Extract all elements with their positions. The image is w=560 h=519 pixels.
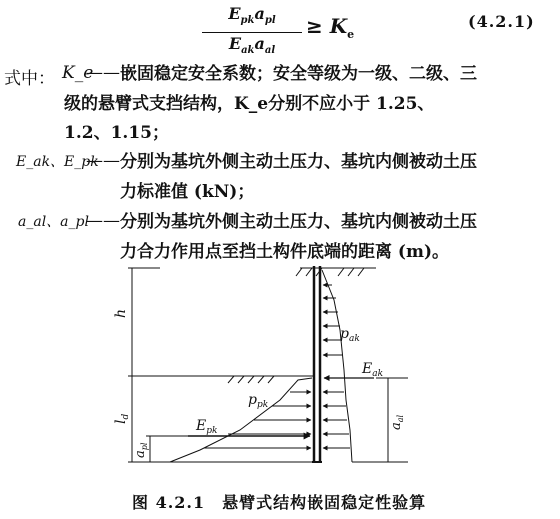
label-apl: $a_{pl}$: [133, 442, 149, 458]
definition-eak-line1: 分别为基坑外侧主动土压力、基坑内侧被动土压: [120, 152, 477, 172]
symbol-ke: K_e: [62, 63, 94, 83]
label-h: h: [113, 308, 129, 318]
definition-dash: ——: [86, 63, 120, 83]
label-pak: $p_{ak}$: [340, 326, 360, 344]
active-pressure-diagram: [322, 270, 352, 462]
formula-numerator: $E_{pk}a_{pl}$: [228, 4, 276, 27]
formula-denominator: $E_{ak}a_{al}$: [228, 34, 276, 57]
definition-ke-line2: 级的悬臂式支挡结构，K_e分别不应小于 1.25、: [64, 94, 435, 114]
definition-dash: ——: [86, 211, 120, 231]
definition-ke-line3: 1.2、1.15；: [64, 123, 169, 143]
passive-pressure-diagram: [170, 378, 312, 462]
figure-caption: 图 4.2.1 悬臂式结构嵌固稳定性验算: [132, 493, 427, 512]
symbol-eak-epk: E_ak、E_pk: [16, 154, 99, 170]
label-epk: $E_{pk}$: [196, 418, 218, 436]
label-aal: $a_{al}$: [389, 414, 405, 430]
ground-surface-outside: [296, 268, 376, 276]
definition-dash: ——: [86, 151, 120, 171]
definition-aal-line2: 力合力作用点至挡土构件底端的距离 (m)。: [120, 242, 449, 262]
label-eak: $E_{ak}$: [362, 361, 384, 379]
retaining-wall: [312, 266, 322, 462]
label-ld: $l_d$: [113, 413, 131, 424]
definition-aal-line1: 分别为基坑外侧主动土压力、基坑内侧被动土压: [120, 212, 477, 232]
symbol-aal-apl: a_al、a_pl: [18, 214, 89, 230]
label-ppk: $p_{pk}$: [248, 392, 269, 410]
definition-eak-line2: 力标准值 (kN)；: [120, 182, 255, 202]
definition-ke-line1: 嵌固稳定安全系数；安全等级为一级、二级、三: [120, 64, 477, 84]
equation-number: (4.2.1): [468, 12, 535, 31]
definitions-prefix: 式中：: [4, 69, 55, 89]
formula-relation: ≥ $K_e$: [306, 14, 355, 41]
